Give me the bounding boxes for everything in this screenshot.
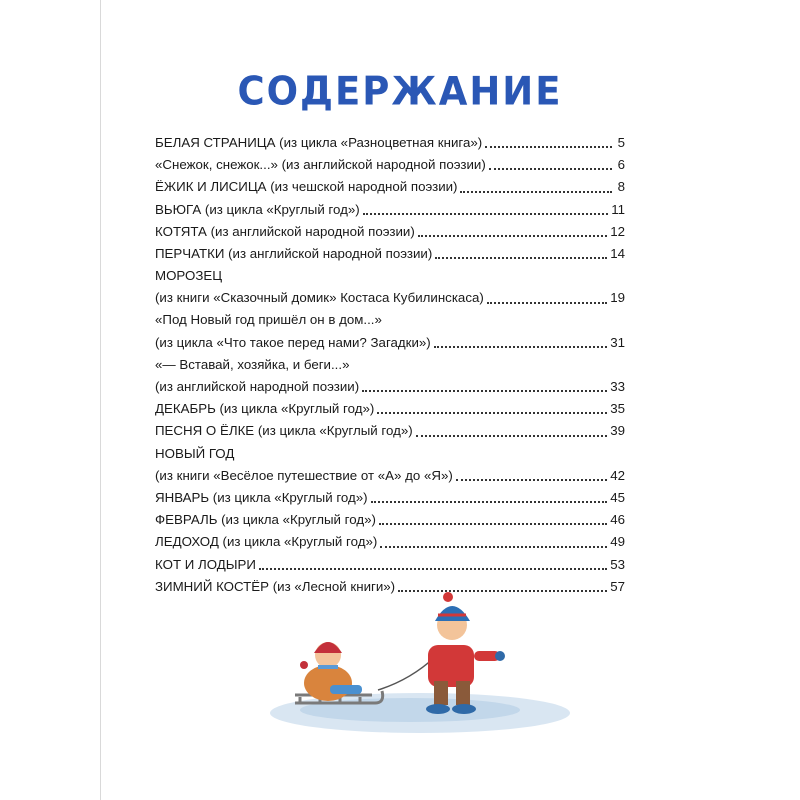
dot-leader — [363, 191, 609, 215]
toc-entry-page-number: 14 — [610, 245, 625, 261]
toc-entry-page-number: 6 — [617, 157, 625, 173]
toc-entry-page-number: 42 — [610, 467, 625, 483]
toc-entry-title: «Снежок, снежок...» (из английской народной поэзии) — [155, 157, 486, 173]
toc-entry-title: МОРОЗЕЦ — [155, 268, 223, 284]
toc-entry-page-number: 11 — [611, 201, 625, 217]
toc-entry-title: БЕЛАЯ СТРАНИЦА (из цикла «Разноцветная книга») — [155, 134, 483, 150]
dot-leader — [460, 169, 612, 193]
toc-entry-title: КОТЯТА (из английской народной поэзии) — [155, 223, 415, 239]
dot-leader — [362, 368, 607, 392]
toc-entry-page-number: 35 — [610, 401, 625, 417]
toc-entry-title: ЯНВАРЬ (из цикла «Круглый год») — [155, 489, 368, 505]
sitting-child — [300, 642, 362, 701]
toc-entry — [155, 332, 625, 354]
toc-entry — [155, 287, 625, 309]
toc-entry-page-number: 33 — [610, 379, 625, 395]
toc-entry-page-number: 5 — [617, 134, 625, 150]
toc-entry-title: ЁЖИК И ЛИСИЦА (из чешской народной поэзии) — [155, 179, 458, 195]
toc-entry-title: ЛЕДОХОД (из цикла «Круглый год») — [155, 534, 378, 550]
toc-entry-title: ДЕКАБРЬ (из цикла «Круглый год») — [155, 401, 375, 417]
table-of-contents — [155, 132, 625, 598]
toc-entry-title: «Под Новый год пришёл он в дом...» — [155, 312, 382, 328]
dot-leader — [418, 213, 607, 237]
dot-leader — [485, 124, 612, 148]
dot-leader — [259, 546, 607, 570]
toc-entry-title: (из английской народной поэзии) — [155, 379, 360, 395]
toc-entry-page-number: 49 — [610, 534, 625, 550]
toc-entry-title: «— Вставай, хозяйка, и беги...» — [155, 356, 350, 372]
toc-entry-page-number: 12 — [610, 223, 625, 239]
dot-leader — [489, 146, 612, 170]
toc-entry-title: ЗИМНИЙ КОСТЁР (из «Лесной книги») — [155, 578, 396, 594]
dot-leader — [377, 390, 607, 414]
toc-entry-title: ПЕРЧАТКИ (из английской народной поэзии) — [155, 245, 433, 261]
dot-leader — [487, 280, 607, 304]
toc-entry-page-number: 45 — [610, 489, 625, 505]
children-sledding-illustration — [260, 585, 580, 735]
toc-entry-title: (из книги «Сказочный домик» Костаса Кубилинскаса) — [155, 290, 484, 306]
toc-entry-page-number: 8 — [617, 179, 625, 195]
dot-leader — [380, 524, 607, 548]
toc-entry-page-number: 19 — [610, 290, 625, 306]
dot-leader — [371, 479, 608, 503]
toc-entry-title: КОТ И ЛОДЫРИ — [155, 556, 256, 572]
dot-leader — [434, 324, 607, 348]
dot-leader — [416, 413, 608, 437]
toc-entry-page-number: 57 — [610, 578, 625, 594]
page-fold-line — [100, 0, 101, 800]
toc-entry-page-number: 53 — [610, 556, 625, 572]
page-title: СОДЕРЖАНИЕ — [237, 68, 563, 115]
toc-entry-title: ВЬЮГА (из цикла «Круглый год») — [155, 201, 360, 217]
dot-leader — [456, 457, 607, 481]
toc-entry-page-number: 46 — [610, 512, 625, 528]
toc-entry-page-number: 39 — [610, 423, 625, 439]
toc-entry-title: ПЕСНЯ О ЁЛКЕ (из цикла «Круглый год») — [155, 423, 413, 439]
toc-entry-title: (из цикла «Что такое перед нами? Загадки») — [155, 334, 431, 350]
toc-entry-title: НОВЫЙ ГОД — [155, 445, 235, 461]
toc-entry-page-number: 31 — [610, 334, 625, 350]
dot-leader — [379, 501, 607, 525]
toc-entry — [155, 243, 625, 265]
toc-entry-title: ФЕВРАЛЬ (из цикла «Круглый год») — [155, 512, 376, 528]
toc-entry-title: (из книги «Весёлое путешествие от «А» до «Я») — [155, 467, 453, 483]
toc-entry — [155, 420, 625, 442]
dot-leader — [435, 235, 607, 259]
